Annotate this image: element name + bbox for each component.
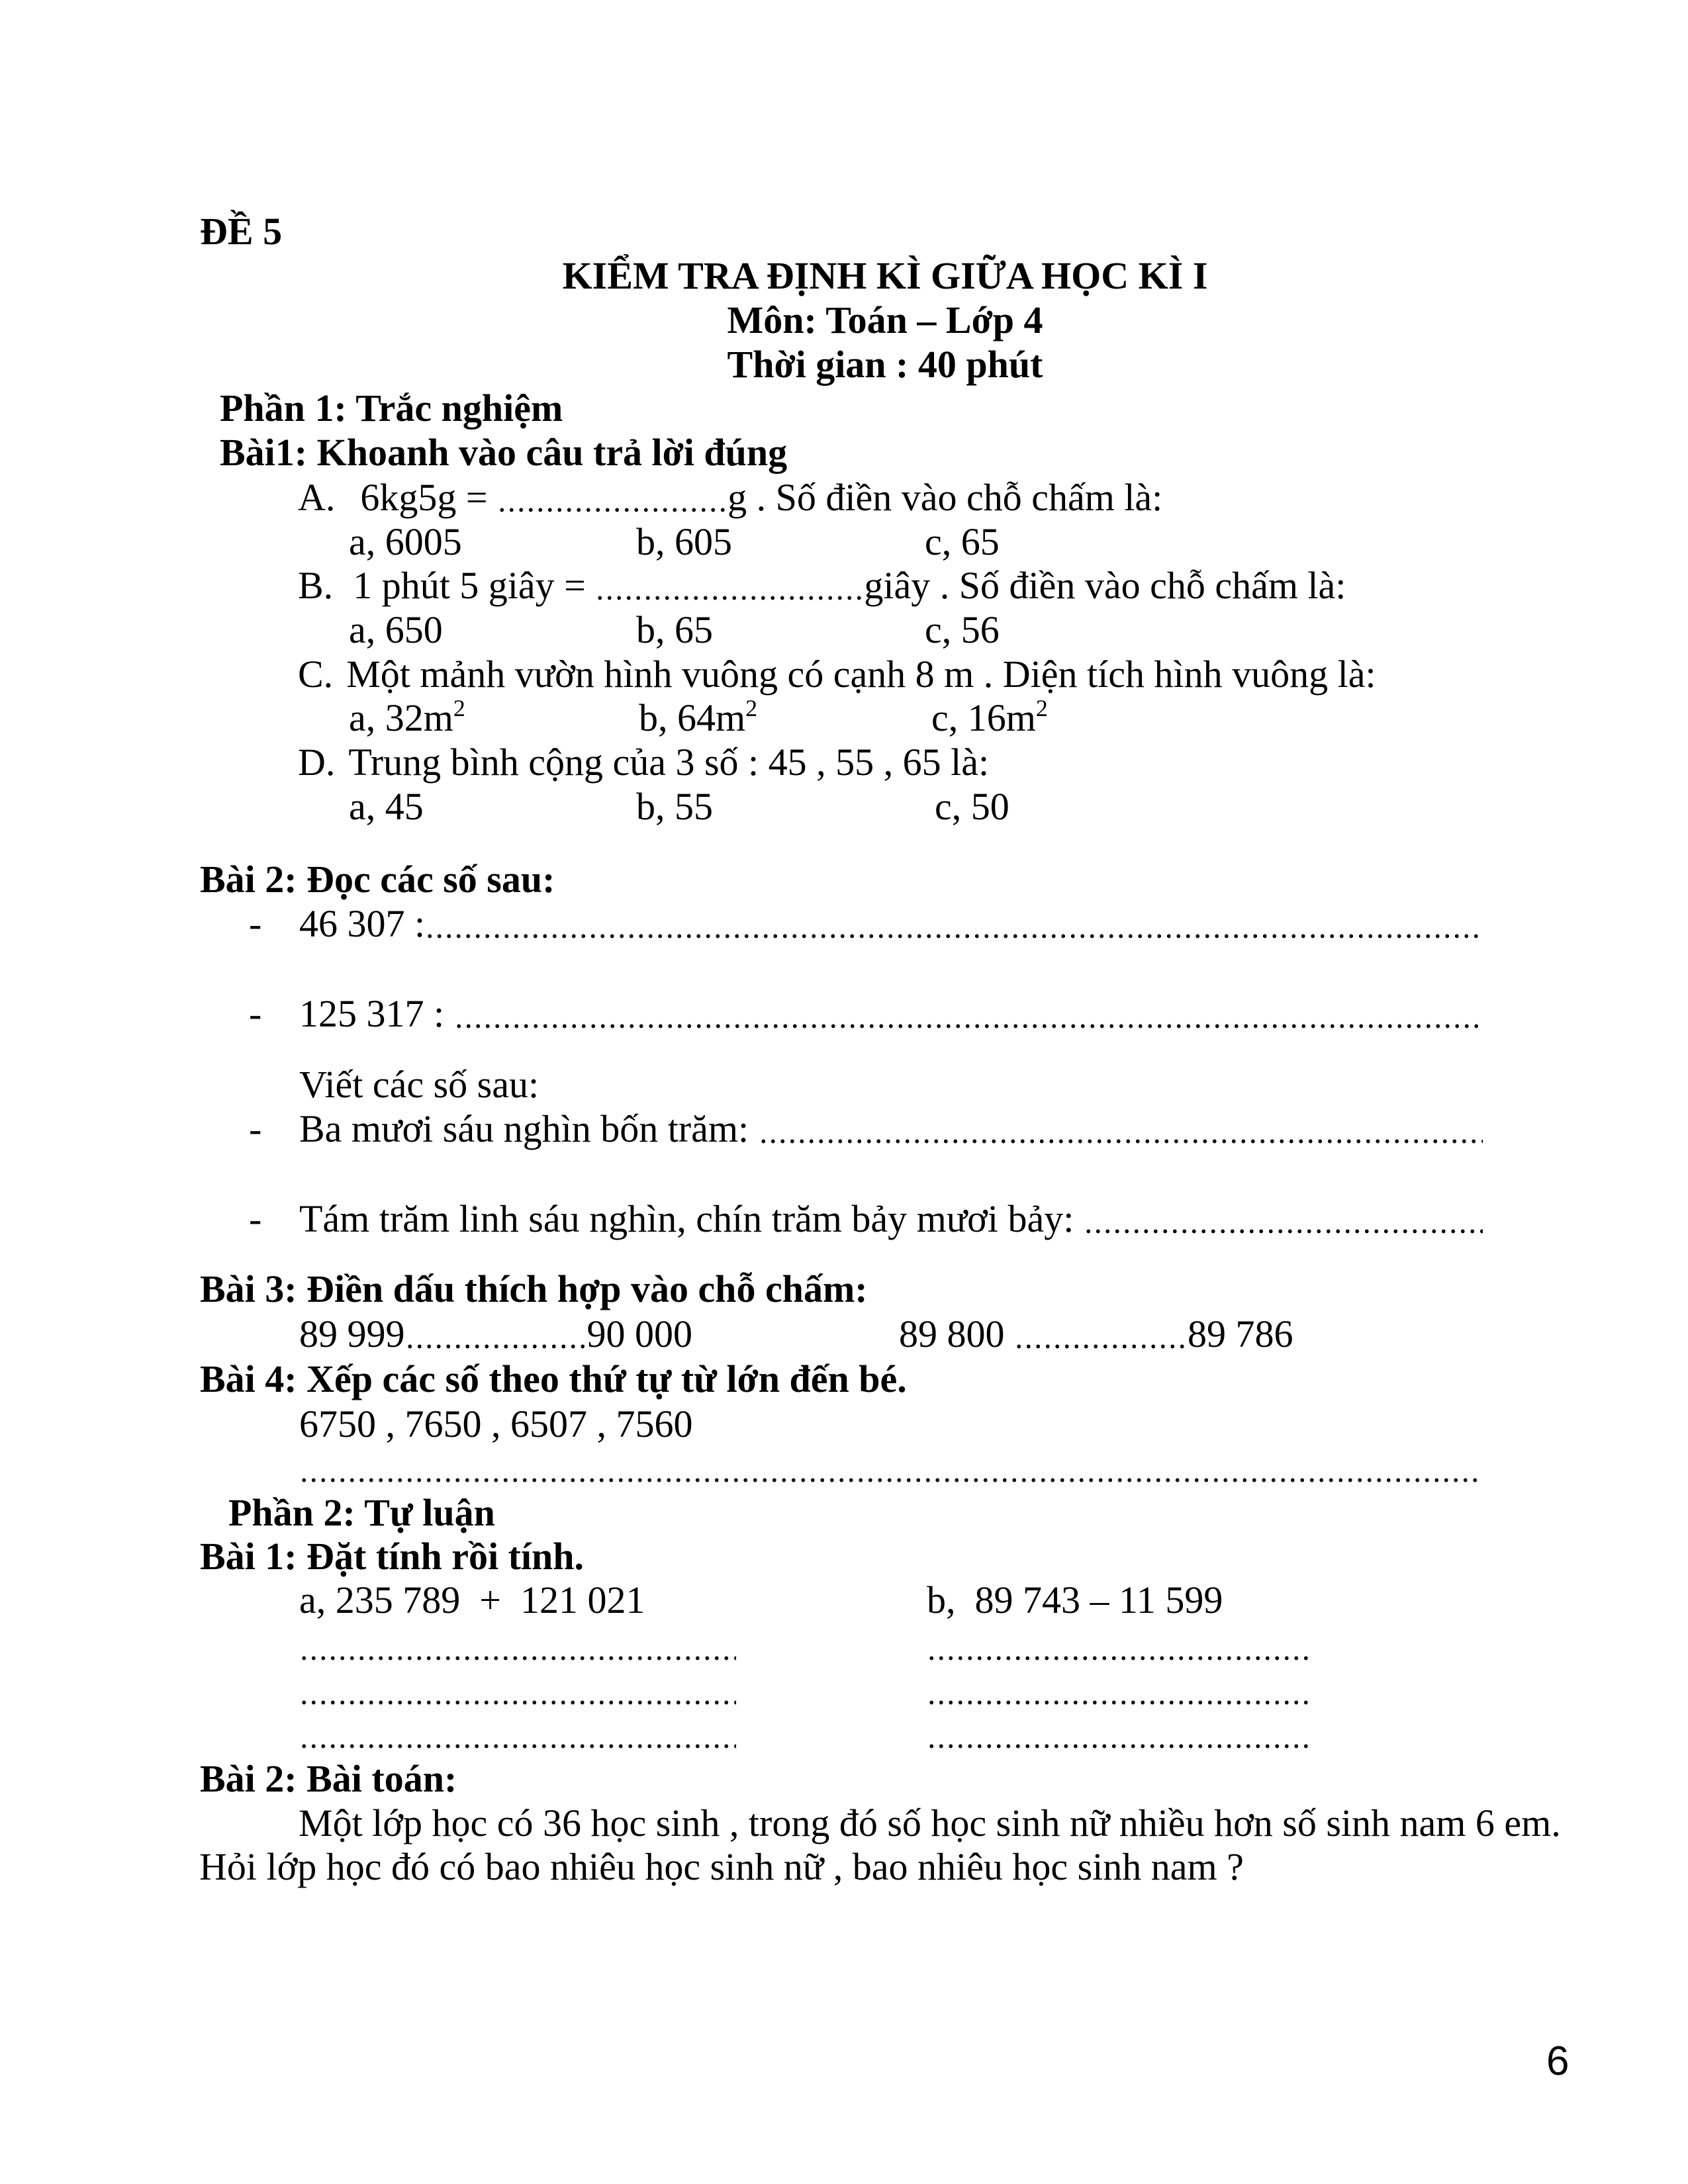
answer-blank[interactable] — [497, 475, 727, 520]
question-text: Trung bình cộng của 3 số : 45 , 55 , 65 là: — [348, 741, 990, 784]
calc-b: b, 89 743 – 11 599 — [927, 1578, 1223, 1621]
numbers-list: 6750 , 7650 , 6507 , 7560 — [299, 1402, 693, 1445]
compare-pair — [299, 1312, 692, 1356]
sign-blank[interactable] — [405, 1312, 587, 1356]
superscript: 2 — [453, 695, 465, 721]
question-label: B. — [298, 564, 334, 607]
option-b[interactable]: b, 65 — [636, 608, 713, 651]
question-label: D. — [298, 741, 336, 784]
option-c[interactable] — [931, 696, 1048, 740]
bai3-heading: Bài 3: Điền dấu thích hợp vào chỗ chấm: — [200, 1267, 868, 1310]
part1-heading: Phần 1: Trắc nghiệm — [220, 387, 563, 430]
page-number: 6 — [1546, 2038, 1570, 2084]
part2-heading: Phần 2: Tự luận — [228, 1491, 495, 1534]
superscript: 2 — [745, 695, 758, 721]
calc-a: a, 235 789 + 121 021 — [299, 1578, 645, 1621]
calc-b-line[interactable] — [927, 1668, 1309, 1712]
option-c[interactable]: c, 56 — [925, 608, 1000, 651]
answer-blank[interactable] — [595, 563, 864, 608]
question-b — [298, 563, 1346, 608]
option-a[interactable]: a, 45 — [349, 785, 424, 828]
bullet: - — [249, 902, 262, 945]
option-text: a, 32m — [349, 696, 453, 739]
write-item — [299, 1197, 1483, 1241]
option-a[interactable] — [349, 696, 465, 740]
exam-code: ĐỀ 5 — [200, 210, 283, 253]
number-text: 46 307 : — [299, 902, 426, 945]
bullet: - — [249, 1197, 262, 1240]
option-b[interactable]: b, 605 — [636, 520, 732, 563]
question-text: Một mảnh vườn hình vuông có cạnh 8 m . Diện tích hình vuông là: — [346, 653, 1376, 696]
problem-line-1: Một lớp học có 36 học sinh , trong đó số học sinh nữ nhiều hơn số sinh nam 6 em. — [299, 1801, 1561, 1844]
question-c — [298, 652, 1376, 696]
bai1-heading: Bài1: Khoanh vào câu trả lời đúng — [220, 431, 788, 474]
write-heading: Viết các số sau: — [299, 1063, 539, 1106]
answer-blank[interactable] — [425, 901, 1483, 946]
option-c[interactable]: c, 65 — [925, 520, 1000, 563]
question-text-after: g . Số điền vào chỗ chấm là: — [727, 476, 1163, 519]
problem-line-2: Hỏi lớp học đó có bao nhiêu học sinh nữ , bao nhiêu học sinh nam ? — [199, 1845, 1244, 1888]
exam-duration: Thời gian : 40 phút — [727, 343, 1043, 386]
option-a[interactable]: a, 650 — [349, 608, 443, 651]
number-text: 125 317 : — [299, 992, 454, 1035]
left-number: 89 800 — [899, 1312, 1014, 1355]
words-text: Tám trăm linh sáu nghìn, chín trăm bảy mươi bảy: — [299, 1197, 1084, 1240]
answer-blank[interactable] — [454, 991, 1483, 1036]
part2-bai1-heading: Bài 1: Đặt tính rồi tính. — [200, 1535, 585, 1578]
option-text: b, 64m — [639, 696, 746, 739]
bai2-heading: Bài 2: Đọc các số sau: — [200, 858, 555, 901]
option-c[interactable]: c, 50 — [935, 785, 1009, 828]
calc-a-line[interactable] — [299, 1668, 736, 1712]
option-b[interactable] — [639, 696, 757, 740]
question-a — [298, 475, 1162, 520]
question-d — [298, 740, 989, 784]
bullet: - — [249, 1107, 262, 1150]
sign-blank[interactable] — [1014, 1312, 1188, 1356]
question-text-before: 6kg5g = — [360, 476, 498, 519]
calc-b-line[interactable] — [927, 1623, 1309, 1668]
calc-a-line[interactable] — [299, 1711, 736, 1756]
bai4-heading: Bài 4: Xếp các số theo thứ tự từ lớn đến bé. — [200, 1357, 907, 1400]
question-label: A. — [298, 476, 336, 519]
calc-b-line[interactable] — [927, 1711, 1309, 1756]
right-number: 89 786 — [1188, 1312, 1293, 1355]
question-text-before: 1 phút 5 giây = — [353, 564, 596, 607]
compare-pair — [899, 1312, 1293, 1356]
option-a[interactable]: a, 6005 — [349, 520, 462, 563]
words-text: Ba mươi sáu nghìn bốn trăm: — [299, 1107, 759, 1150]
right-number: 90 000 — [586, 1312, 692, 1355]
read-item — [299, 991, 1483, 1036]
calc-a-line[interactable] — [299, 1623, 736, 1668]
question-text-after: giây . Số điền vào chỗ chấm là: — [864, 564, 1346, 607]
part2-bai2-heading: Bài 2: Bài toán: — [200, 1757, 457, 1800]
answer-blank[interactable] — [759, 1107, 1483, 1151]
exam-subject: Môn: Toán – Lớp 4 — [727, 298, 1043, 341]
question-label: C. — [298, 653, 334, 696]
bullet: - — [249, 992, 262, 1035]
exam-title: KIỂM TRA ĐỊNH KÌ GIỮA HỌC KÌ I — [562, 254, 1208, 297]
option-b[interactable]: b, 55 — [636, 785, 713, 828]
option-text: c, 16m — [931, 696, 1036, 739]
read-item — [299, 901, 1483, 946]
left-number: 89 999 — [299, 1312, 405, 1355]
answer-blank[interactable] — [1084, 1197, 1483, 1241]
answer-blank[interactable] — [299, 1445, 1483, 1490]
write-item — [299, 1107, 1483, 1151]
superscript: 2 — [1035, 695, 1048, 721]
